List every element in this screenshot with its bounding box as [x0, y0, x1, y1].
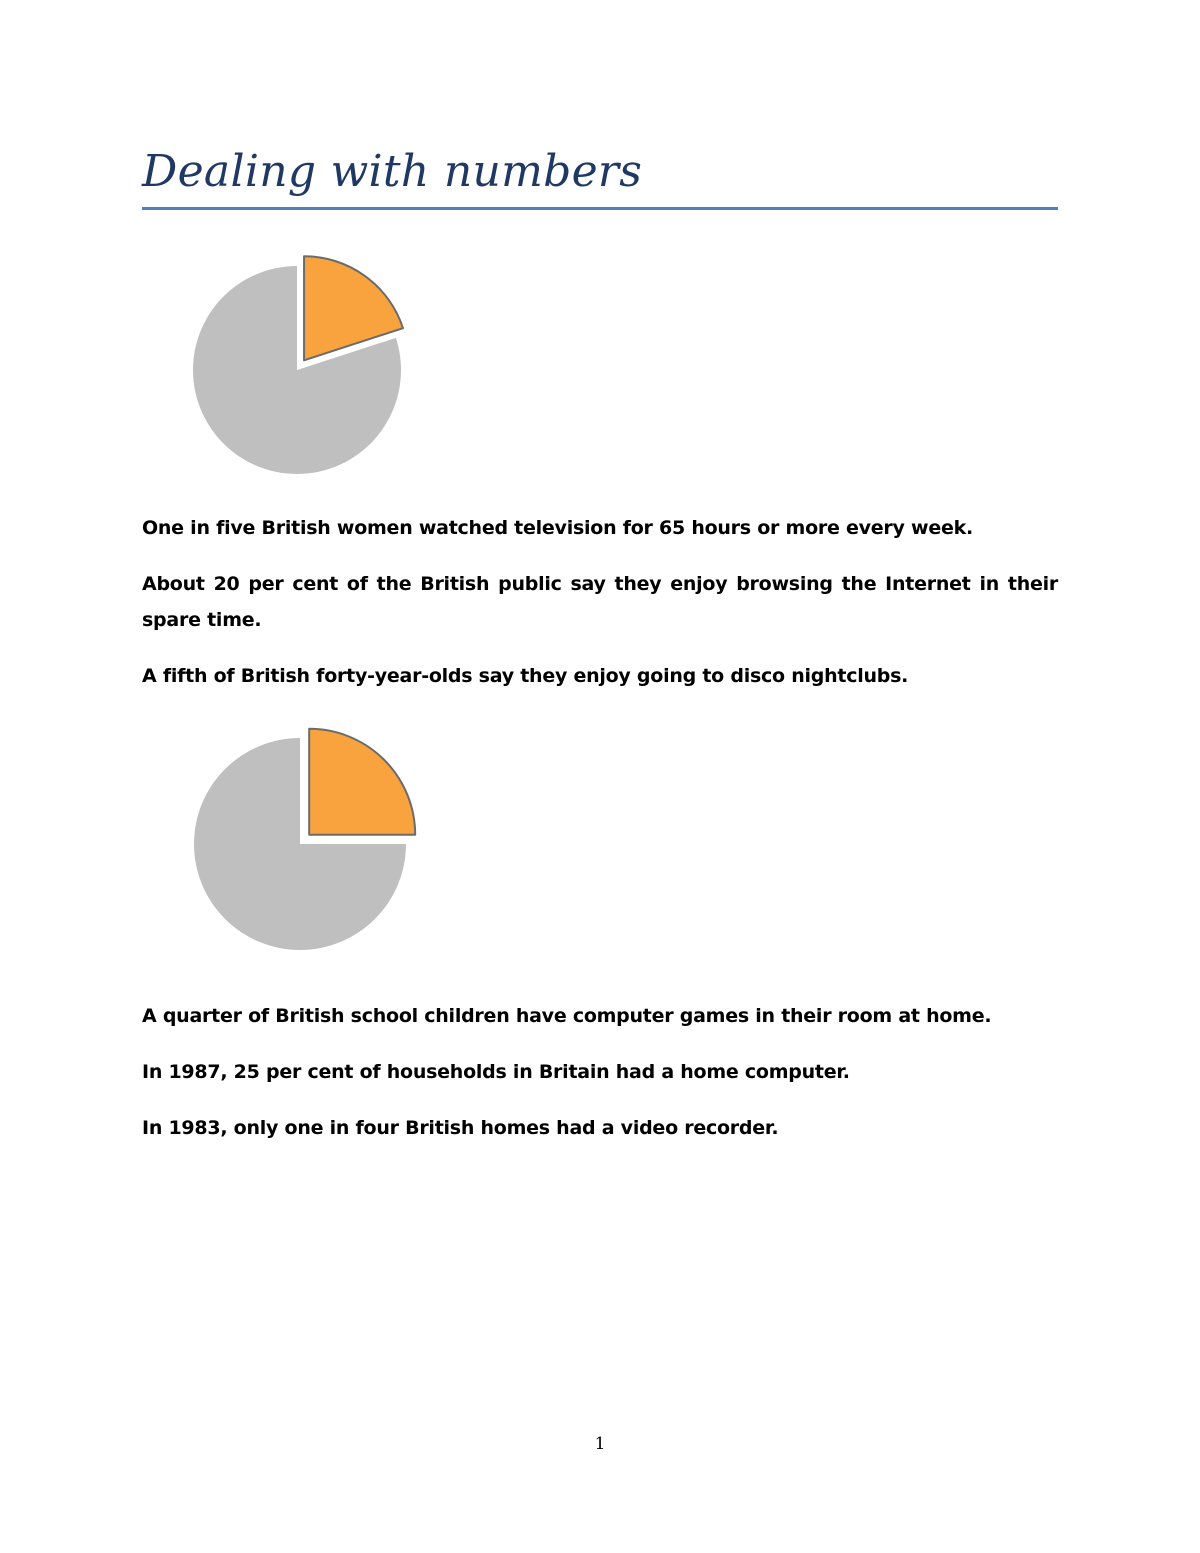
page-title: Dealing with numbers	[142, 146, 643, 197]
statement-quarter-school-children: A quarter of British school children have computer games in their room at home.	[142, 1005, 992, 1027]
page-number: 1	[594, 1434, 606, 1454]
pie-chart-one-fifth	[186, 252, 416, 480]
statement-fifth-forty-year-olds: A fifth of British forty-year-olds say they enjoy going to disco nightclubs.	[142, 665, 909, 687]
pie-chart-one-quarter	[186, 728, 422, 960]
statement-20-percent-internet: About 20 per cent of the British public say they enjoy browsing the Internet in their spare time.	[142, 573, 1058, 631]
pie-slice-highlighted	[309, 729, 415, 835]
statement-1987-home-computer: In 1987, 25 per cent of households in Britain had a home computer.	[142, 1061, 850, 1083]
statement-one-in-five-women: One in five British women watched television for 65 hours or more every week.	[142, 517, 973, 539]
statement-1983-video-recorder: In 1983, only one in four British homes had a video recorder.	[142, 1117, 779, 1139]
title-rule	[142, 207, 1058, 210]
